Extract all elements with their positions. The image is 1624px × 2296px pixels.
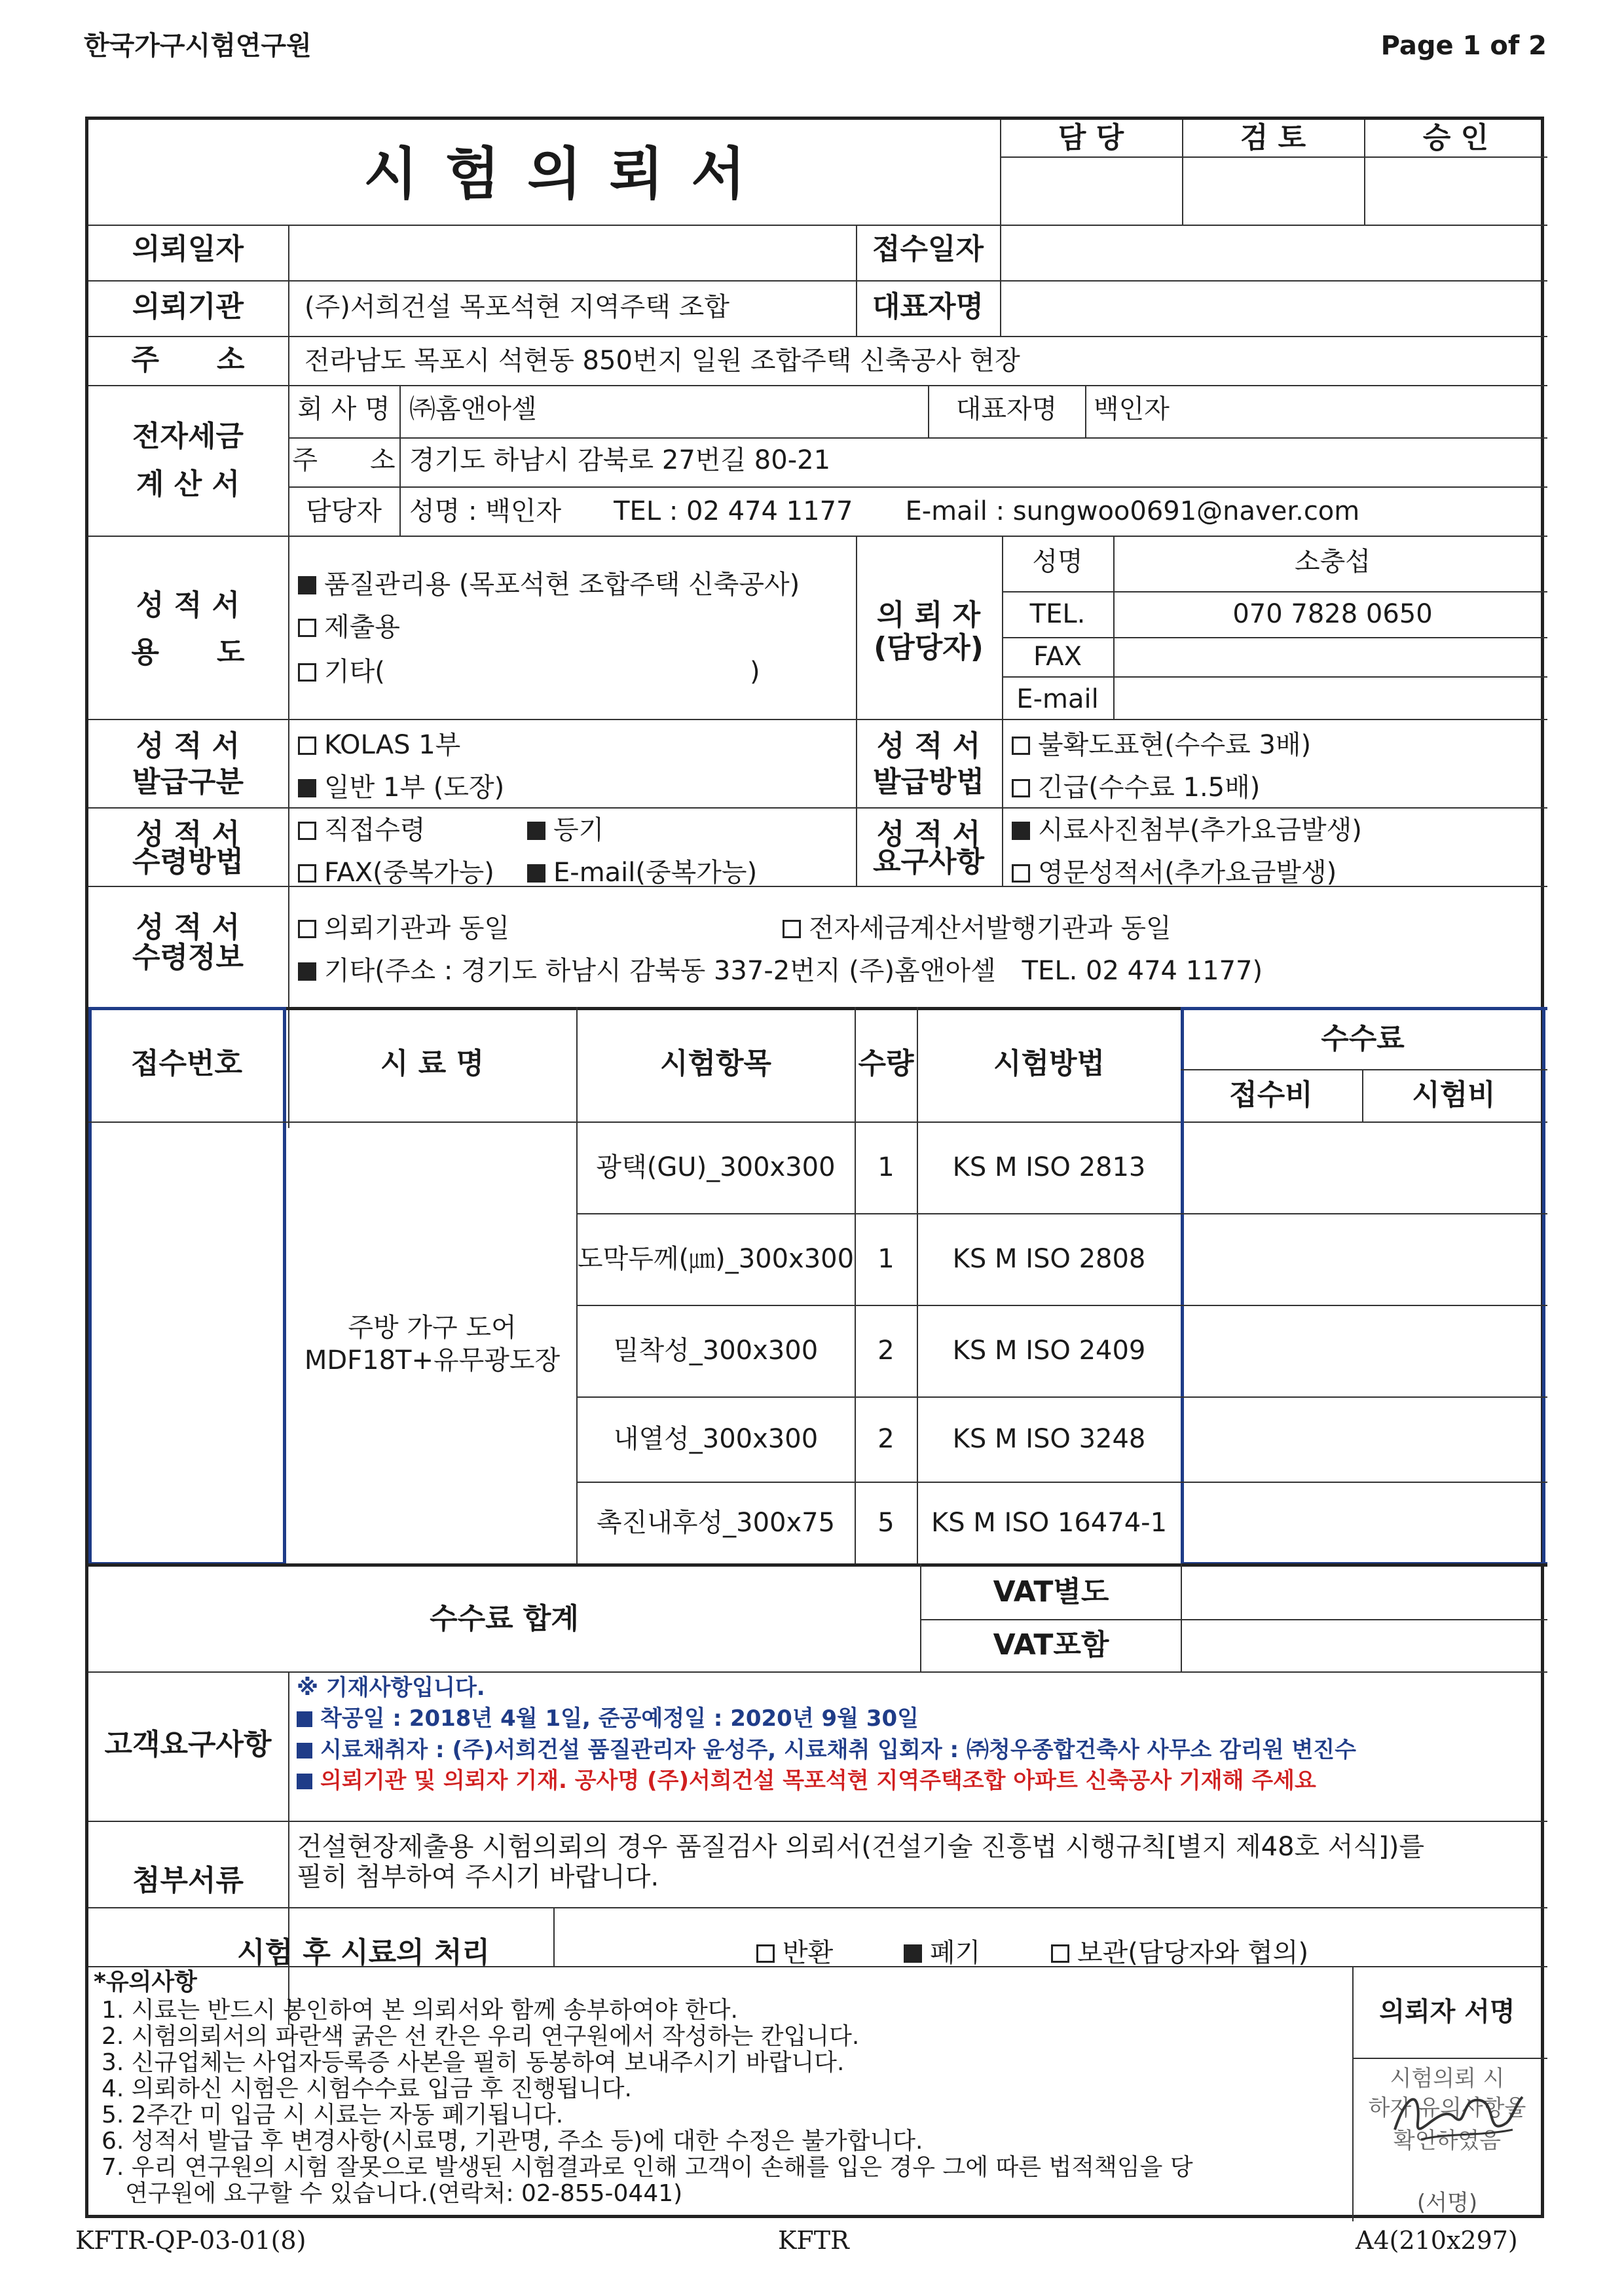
attachments-text-1: 건설현장제출용 시험의뢰의 경우 품질검사 의뢰서(건설기술 진흥법 시행규칙[별지 제48호 서식])를	[297, 1832, 1424, 1862]
footer-center: KFTR	[778, 2226, 849, 2255]
table-header-fee-test: 시험비	[1412, 1078, 1496, 1112]
receive-option-email[interactable]	[527, 860, 757, 886]
receive-request-english[interactable]	[1012, 860, 1337, 886]
request-date-label: 의뢰일자	[132, 232, 244, 266]
receive-option-email-label: E-mail(중복가능)	[553, 858, 758, 888]
checkbox[interactable]	[1012, 779, 1030, 797]
usage-option-quality-label: 품질관리용 (목포석현 조합주택 신축공사)	[324, 570, 800, 600]
test-item: 도막두께(㎛)_300x300	[577, 1244, 855, 1274]
recv-info-option-tax[interactable]	[783, 915, 1172, 941]
checkbox[interactable]	[298, 619, 316, 637]
disposal-option-discard[interactable]	[904, 1940, 980, 1966]
customer-req-line-3-text: 시료채취자 : (주)서희건설 품질관리자 윤성주, 시료채취 입회자 : ㈜청우종합건축사 사무소 감리원 변진수	[320, 1737, 1356, 1763]
note-item: 5. 2주간 미 입금 시 시료는 자동 폐기됩니다.	[101, 2102, 564, 2128]
signature-note-2: 하자 유의사항을	[1368, 2095, 1526, 2121]
org-value: (주)서희건설 목포석현 지역주택 조합	[304, 292, 729, 322]
checkbox[interactable]	[1012, 737, 1030, 755]
issue-method-urgent-label: 긴급(수수료 1.5배)	[1038, 773, 1261, 803]
tax-rep-label: 대표자명	[955, 394, 1058, 424]
usage-option-submit[interactable]	[298, 614, 400, 640]
customer-req-line-2	[297, 1707, 919, 1730]
test-qty: 2	[877, 1424, 895, 1454]
test-item: 밀착성_300x300	[613, 1336, 819, 1366]
receive-request-label-1: 성 적 서	[876, 818, 981, 851]
tax-address-label: 주 소	[292, 445, 396, 475]
receive-option-registered-label: 등기	[553, 815, 604, 845]
test-method: KS M ISO 2808	[952, 1244, 1146, 1274]
checkbox[interactable]	[1051, 1944, 1069, 1963]
address-value: 전라남도 목포시 석현동 850번지 일원 조합주택 신축공사 현장	[304, 346, 1020, 376]
tax-company-label: 회 사 명	[297, 394, 390, 424]
checkbox-checked[interactable]	[298, 779, 316, 797]
tax-address: 경기도 하남시 감북로 27번길 80-21	[409, 445, 831, 475]
recv-info-option-same-label: 의뢰기관과 동일	[324, 913, 510, 943]
tax-label-2: 계 산 서	[136, 467, 240, 501]
request-form	[85, 117, 1544, 2218]
receive-label-1: 성 적 서	[136, 818, 240, 851]
test-item: 촉진내후성_300x75	[596, 1507, 836, 1538]
footer-code: KFTR-QP-03-01(8)	[75, 2226, 306, 2255]
recv-info-label-2: 수령정보	[132, 941, 244, 974]
test-method: KS M ISO 2813	[952, 1152, 1146, 1182]
table-header-sample: 시 료 명	[380, 1047, 485, 1080]
tax-company: ㈜홈앤아셀	[409, 394, 537, 424]
customer-req-label: 고객요구사항	[104, 1728, 272, 1761]
test-qty: 2	[877, 1336, 895, 1366]
fee-vat-separate: VAT별도	[993, 1575, 1109, 1609]
attachments-label: 첨부서류	[132, 1864, 244, 1897]
disposal-option-return-label: 반환	[783, 1938, 834, 1968]
test-qty: 1	[877, 1152, 895, 1182]
issue-method-label-1: 성 적 서	[876, 729, 981, 763]
recv-info-label-1: 성 적 서	[136, 911, 240, 944]
usage-label-1: 성 적 서	[136, 589, 240, 622]
issue-method-uncertainty-label: 불확도표현(수수료 3배)	[1038, 730, 1312, 760]
issue-method-uncertainty[interactable]	[1012, 732, 1311, 758]
requester-name: 소충섭	[1295, 547, 1371, 577]
sample-name-1: 주방 가구 도어	[348, 1313, 517, 1343]
disposal-label: 시험 후 시료의 처리	[237, 1936, 490, 1969]
checkbox[interactable]	[298, 737, 316, 755]
usage-option-other-label: 기타(	[324, 657, 385, 687]
checkbox-checked[interactable]	[1012, 822, 1030, 840]
receive-request-photo-label: 시료사진첨부(추가요금발생)	[1038, 815, 1362, 845]
notes-list	[101, 1997, 1352, 2207]
checkbox[interactable]	[298, 663, 316, 682]
customer-req-line-4	[297, 1770, 1316, 1792]
receive-option-direct[interactable]	[298, 817, 426, 843]
receive-request-label-2: 요구사항	[872, 845, 985, 879]
requester-tel-label: TEL.	[1029, 599, 1086, 629]
approval-review: 검 토	[1240, 121, 1306, 155]
tax-rep: 백인자	[1094, 394, 1170, 424]
requester-tel: 070 7828 0650	[1232, 599, 1433, 629]
receive-option-direct-label: 직접수령	[324, 815, 426, 845]
receive-label-2: 수령방법	[132, 845, 244, 879]
disposal-option-return[interactable]	[756, 1940, 833, 1966]
notes-title: *유의사항	[94, 1969, 197, 1995]
requester-label-2: (담당자)	[874, 631, 984, 665]
usage-option-other-close: )	[750, 657, 760, 687]
receive-option-fax[interactable]	[298, 860, 494, 886]
signature-note-3: 확인하였음	[1393, 2128, 1502, 2154]
tax-contact: 성명 : 백인자 TEL : 02 474 1177 E-mail : sungwoo0691@naver.com	[409, 496, 1360, 526]
recv-info-option-other-label: 기타(주소 : 경기도 하남시 감북동 337-2번지 (주)홈앤아셀 TEL. 02 474 1177)	[324, 956, 1263, 986]
checkbox[interactable]	[298, 864, 316, 883]
fee-vat-included: VAT포함	[993, 1628, 1109, 1662]
note-item: 2. 시험의뢰서의 파란색 굵은 선 칸은 우리 연구원에서 작성하는 칸입니다.	[101, 2023, 860, 2050]
org-rep-label: 대표자명	[872, 290, 984, 323]
signature-note-1: 시험의뢰 시	[1390, 2066, 1505, 2092]
received-date-label: 접수일자	[872, 232, 984, 266]
approval-staff: 담 당	[1058, 121, 1124, 155]
address-label: 주 소	[131, 343, 245, 376]
receive-request-english-label: 영문성적서(추가요금발생)	[1038, 858, 1337, 888]
note-item: 6. 성적서 발급 후 변경사항(시료명, 기관명, 주소 등)에 대한 수정은 불가합니다.	[101, 2128, 923, 2155]
checkbox[interactable]	[783, 920, 801, 938]
test-method: KS M ISO 3248	[952, 1424, 1146, 1454]
signature-label: 의뢰자 서명	[1379, 1997, 1515, 2027]
table-header-method: 시험방법	[993, 1047, 1105, 1080]
usage-option-quality[interactable]	[298, 572, 800, 598]
sample-name-2: MDF18T+유무광도장	[304, 1345, 561, 1376]
checkbox[interactable]	[298, 822, 316, 840]
tax-label-1: 전자세금	[132, 420, 244, 453]
requester-name-label: 성명	[1032, 547, 1083, 577]
test-method: KS M ISO 2409	[952, 1336, 1146, 1366]
org-name: 한국가구시험연구원	[84, 31, 312, 61]
receive-request-photo[interactable]	[1012, 817, 1362, 843]
issue-option-general[interactable]	[298, 774, 504, 801]
note-item: 1. 시료는 반드시 봉인하여 본 의뢰서와 함께 송부하여야 한다.	[101, 1997, 738, 2024]
checkbox-checked[interactable]	[527, 864, 545, 883]
checkbox-checked[interactable]	[904, 1944, 922, 1963]
note-item: 3. 신규업체는 사업자등록증 사본을 필히 동봉하여 보내주시기 바랍니다.	[101, 2049, 845, 2076]
approval-approve: 승 인	[1422, 121, 1489, 155]
disposal-option-keep[interactable]	[1051, 1940, 1308, 1966]
checkbox[interactable]	[298, 920, 316, 938]
issue-method-urgent[interactable]	[1012, 774, 1260, 801]
checkbox-checked[interactable]	[527, 822, 545, 840]
note-item: 연구원에 요구할 수 있습니다.(연락처: 02-855-0441)	[101, 2180, 683, 2207]
table-header-receipt-no: 접수번호	[130, 1047, 243, 1080]
usage-label-2: 용 도	[131, 636, 245, 669]
test-item: 내열성_300x300	[613, 1424, 819, 1454]
checkbox[interactable]	[756, 1944, 775, 1963]
requester-fax-label: FAX	[1033, 642, 1082, 672]
table-header-fee: 수수료	[1321, 1022, 1405, 1055]
customer-req-line-4-text: 의뢰기관 및 의뢰자 기재. 공사명 (주)서희건설 목포석현 지역주택조합 아파트 신축공사 기재해 주세요	[320, 1768, 1316, 1794]
footer-size: A4(210x297)	[1356, 2226, 1518, 2255]
test-qty: 1	[877, 1244, 895, 1274]
issue-label-1: 성 적 서	[136, 729, 240, 763]
note-item: 7. 우리 연구원의 시험 잘못으로 발생된 시험결과로 인해 고객이 손해를 입은 경우 그에 따른 법적책임을 당	[101, 2154, 1193, 2181]
test-item: 광택(GU)_300x300	[596, 1152, 836, 1182]
customer-req-line-2-text: 착공일 : 2018년 4월 1일, 준공예정일 : 2020년 9월 30일	[320, 1705, 919, 1732]
table-header-qty: 수량	[858, 1047, 914, 1080]
issue-option-kolas-label: KOLAS 1부	[324, 730, 461, 760]
checkbox-checked[interactable]	[298, 576, 316, 594]
table-header-fee-receipt: 접수비	[1229, 1078, 1313, 1112]
signature-sign-label: (서명)	[1416, 2190, 1478, 2216]
signature-mark	[1382, 2077, 1532, 2156]
table-header-item: 시험항목	[659, 1047, 772, 1080]
issue-option-general-label: 일반 1부 (도장)	[324, 773, 505, 803]
attachments-text-2: 필히 첨부하여 주시기 바랍니다.	[297, 1862, 659, 1892]
form-title: 시험의뢰서	[363, 141, 773, 207]
issue-label-2: 발급구분	[132, 765, 244, 799]
test-method: KS M ISO 16474-1	[931, 1507, 1168, 1538]
usage-option-other[interactable]	[298, 659, 385, 685]
receive-option-fax-label: FAX(중복가능)	[324, 858, 494, 888]
disposal-option-keep-label: 보관(담당자와 협의)	[1077, 1938, 1309, 1968]
recv-info-option-tax-label: 전자세금계산서발행기관과 동일	[809, 913, 1172, 943]
usage-option-submit-label: 제출용	[324, 612, 400, 642]
issue-method-label-2: 발급방법	[872, 765, 985, 799]
checkbox-checked[interactable]	[298, 962, 316, 981]
customer-req-line-1: ※ 기재사항입니다.	[297, 1675, 485, 1701]
customer-req-line-3	[297, 1739, 1356, 1761]
recv-info-option-other[interactable]	[298, 958, 1263, 984]
note-item: 4. 의뢰하신 시험은 시험수수료 입금 후 진행됩니다.	[101, 2075, 632, 2102]
disposal-option-discard-label: 폐기	[930, 1938, 981, 1968]
receive-option-registered[interactable]	[527, 817, 604, 843]
issue-option-kolas[interactable]	[298, 732, 460, 758]
recv-info-option-same[interactable]	[298, 915, 509, 941]
checkbox[interactable]	[1012, 864, 1030, 883]
requester-email-label: E-mail	[1016, 684, 1099, 714]
page-number: Page 1 of 2	[1380, 31, 1547, 61]
test-qty: 5	[877, 1507, 895, 1538]
tax-contact-label: 담당자	[306, 496, 382, 526]
org-label: 의뢰기관	[132, 290, 244, 323]
fee-total-label: 수수료 합계	[430, 1602, 579, 1635]
requester-label-1: 의 뢰 자	[876, 598, 981, 632]
